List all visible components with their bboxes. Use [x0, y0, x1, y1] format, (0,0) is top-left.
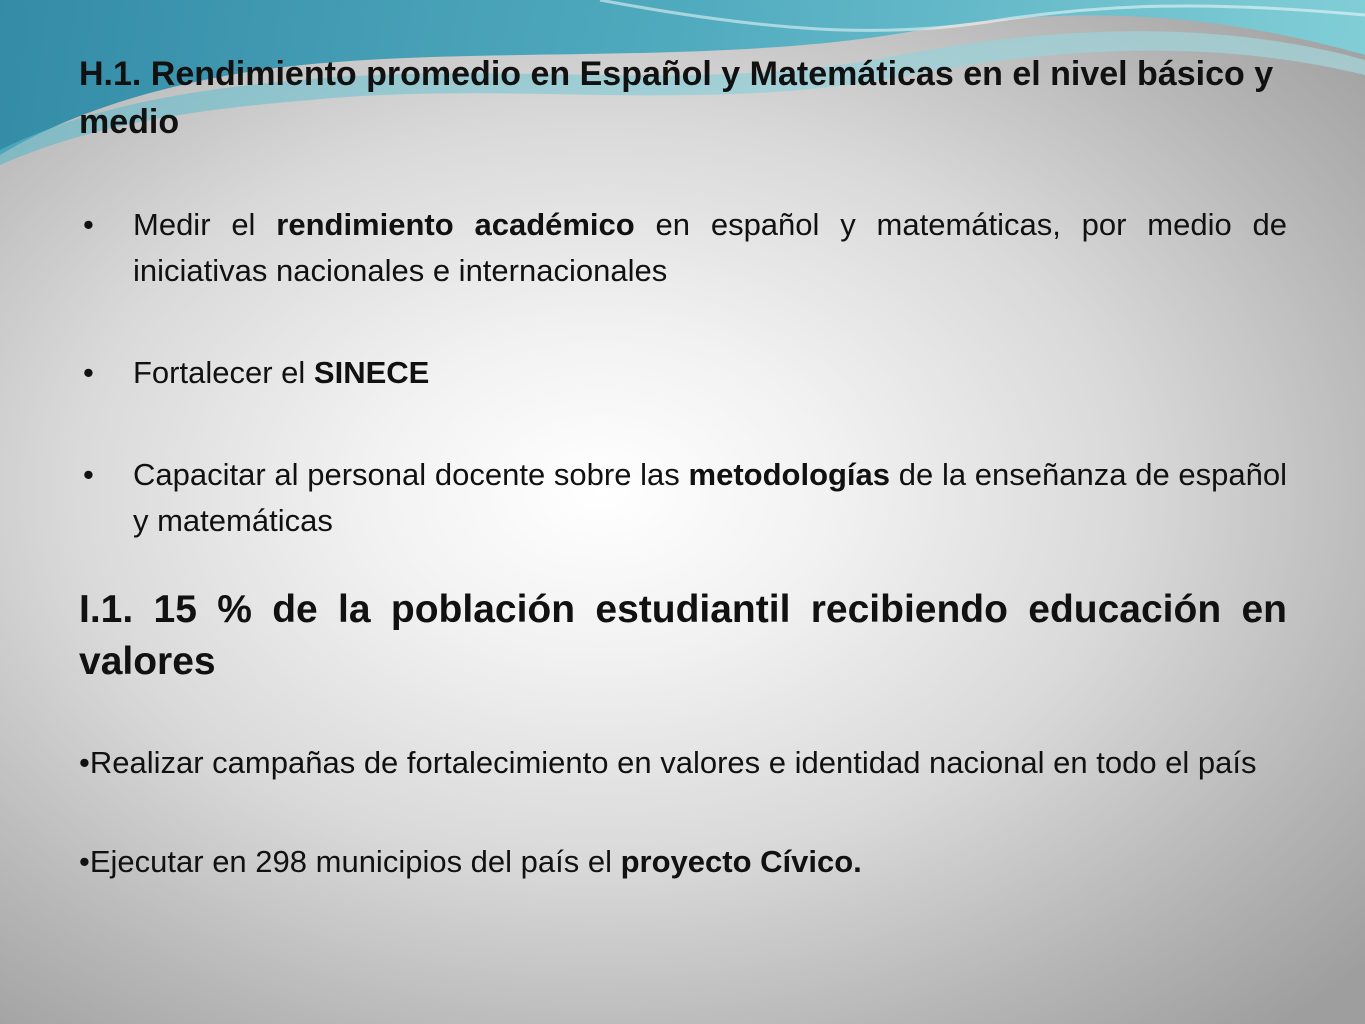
bullet-text: Medir el — [133, 207, 277, 242]
bullet-marker: • — [79, 844, 90, 879]
bullet-text: Ejecutar en 298 municipios del país el — [89, 844, 621, 879]
bullet-marker: • — [79, 745, 90, 780]
bullet-bold-text: rendimiento académico — [276, 207, 635, 242]
section-heading-i1: I.1. 15 % de la población estudiantil recibiendo educación en valores — [79, 588, 1287, 683]
bullet-item — [79, 740, 1287, 786]
bullet-bold-text: SINECE — [313, 355, 430, 390]
section-heading-h1: H.1. Rendimiento promedio en Español y Matemáticas en el nivel básico y medio — [79, 55, 1274, 141]
bullet-item — [79, 350, 1287, 396]
bullet-item — [79, 839, 1287, 885]
bullet-text: Fortalecer el — [133, 355, 314, 390]
bullet-item — [79, 202, 1287, 294]
bullet-marker: • — [83, 207, 94, 242]
bullet-marker: • — [83, 355, 94, 390]
bullet-text-continued: de la enseñanza de español y matemáticas — [133, 457, 1287, 538]
bullet-bold-text: proyecto Cívico. — [620, 844, 862, 879]
slide-content — [79, 50, 1287, 885]
bullet-text: Capacitar al personal docente sobre las — [133, 457, 689, 492]
bullet-marker: • — [83, 457, 94, 492]
h1-bullet-list — [79, 202, 1287, 544]
bullet-text: Realizar campañas de fortalecimiento en valores e identidad nacional en todo el país — [89, 745, 1257, 780]
bullet-bold-text: metodologías — [688, 457, 891, 492]
bullet-item — [79, 452, 1287, 544]
bullet-text-continued: en español y matemáticas, por medio de iniciativas nacionales e internacionales — [133, 207, 1287, 288]
i1-bullet-list — [79, 740, 1287, 885]
